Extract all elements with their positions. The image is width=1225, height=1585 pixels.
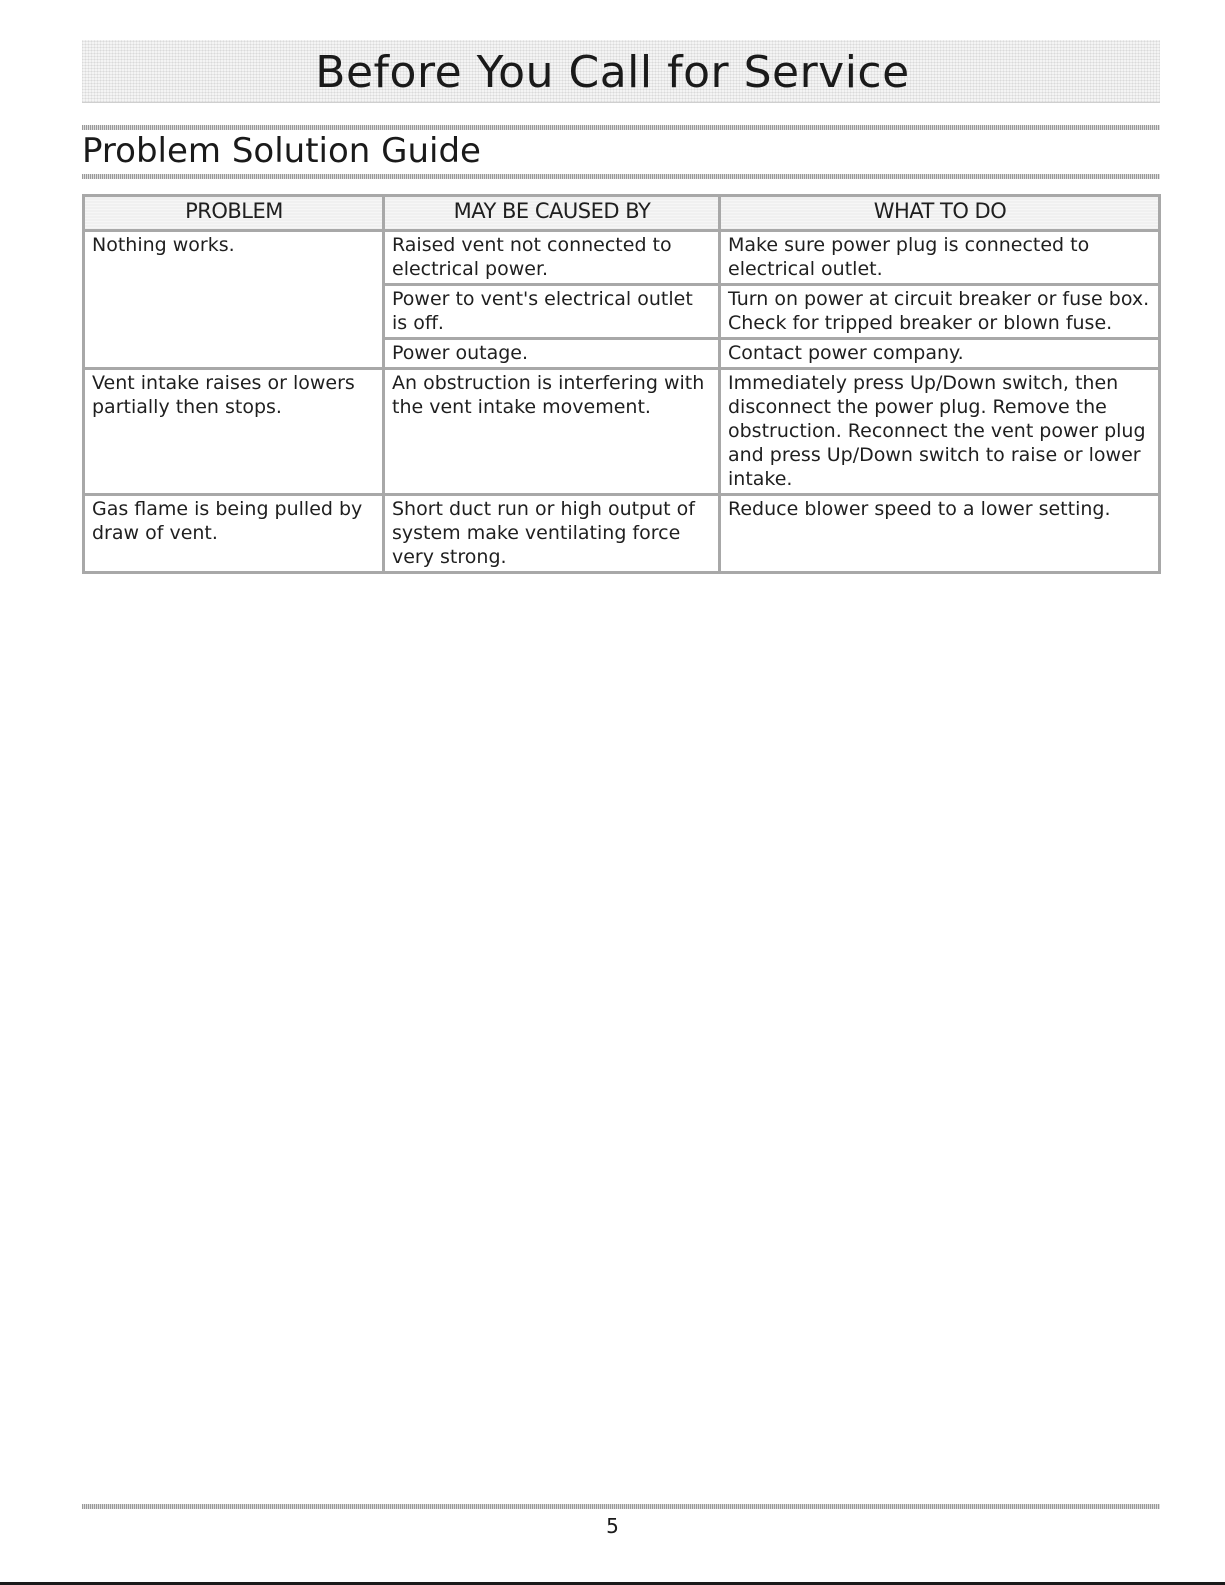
cause-cell: Short duct run or high output of system make ventilating force very strong.: [384, 495, 720, 573]
action-cell: Contact power company.: [720, 339, 1160, 369]
table-row: [84, 495, 1160, 573]
action-cell: Immediately press Up/Down switch, then disconnect the power plug. Remove the obstruction. Reconnect the vent power plug and press Up/Down switch to raise or lower intake.: [720, 369, 1160, 495]
page-title: Before You Call for Service: [315, 47, 910, 98]
cause-cell: Power outage.: [384, 339, 720, 369]
header-cause: MAY BE CAUSED BY: [384, 196, 720, 231]
problem-cell: Nothing works.: [84, 231, 384, 369]
problem-solution-table: [82, 194, 1161, 574]
section-title: Problem Solution Guide: [82, 131, 481, 171]
footer-rule: [82, 1504, 1160, 1509]
header-problem: PROBLEM: [84, 196, 384, 231]
problem-cell: Gas flame is being pulled by draw of vent.: [84, 495, 384, 573]
cause-cell: Power to vent's electrical outlet is off.: [384, 285, 720, 339]
section-bottom-rule: [82, 174, 1160, 179]
table-row: [84, 369, 1160, 495]
table-header-row: [84, 196, 1160, 231]
cause-cell: An obstruction is interfering with the vent intake movement.: [384, 369, 720, 495]
action-cell: Turn on power at circuit breaker or fuse box. Check for tripped breaker or blown fuse.: [720, 285, 1160, 339]
problem-cell: Vent intake raises or lowers partially then stops.: [84, 369, 384, 495]
action-cell: Make sure power plug is connected to electrical outlet.: [720, 231, 1160, 285]
page-number: 5: [606, 1514, 619, 1538]
header-action: WHAT TO DO: [720, 196, 1160, 231]
action-cell: Reduce blower speed to a lower setting.: [720, 495, 1160, 573]
table-row: [84, 231, 1160, 285]
cause-cell: Raised vent not connected to electrical power.: [384, 231, 720, 285]
